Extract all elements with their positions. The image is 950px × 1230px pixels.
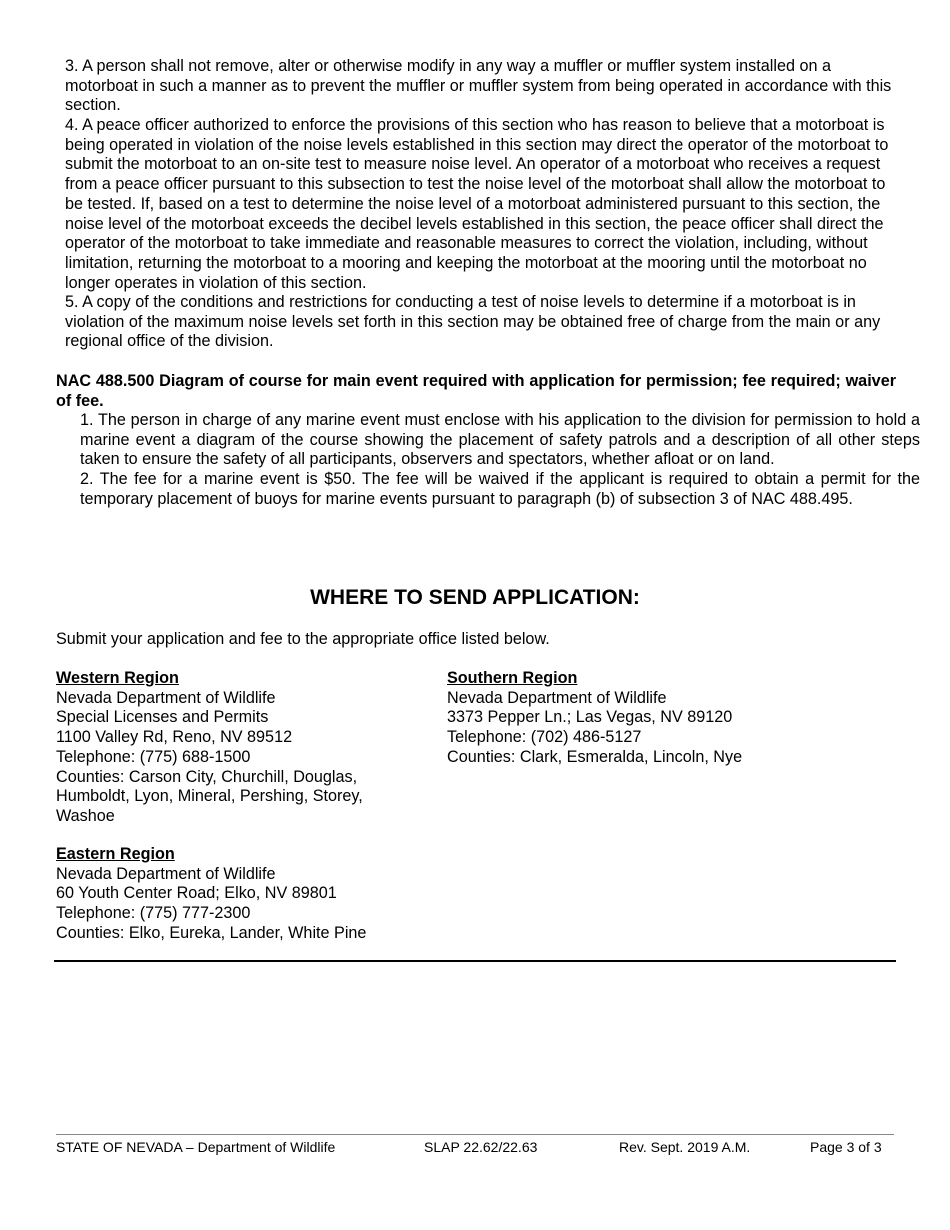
footer-divider: [56, 1134, 894, 1135]
item-4-paragraph: 4. A peace officer authorized to enforce the provisions of this section who has reason to believe that a motorboat is being operated in violation of the noise levels established in this section may direct the operator of the motorboat to submit the motorboat to an on-site test to measure noise level. An operator of a motorboat who receives a request from a peace officer pursuant to this subsection to test the noise level of the motorboat shall allow the motorboat to be tested. If, based on a test to determine the noise level of a motorboat administered pursuant to this section, the noise level of the motorboat exceeds the decibel levels established in this section, the peace officer shall direct the operator of the motorboat to take immediate and reasonable measures to correct the violation, including, without limitation, returning the motorboat to a mooring and keeping the motorboat at the mooring until the motorboat no longer operates in violation of this section.: [65, 116, 889, 292]
western-line-2: Special Licenses and Permits: [56, 708, 269, 727]
item-3-paragraph: 3. A person shall not remove, alter or otherwise modify in any way a muffler or muffler system installed on a motorboat in such a manner as to prevent the muffler or muffler system from being operated in accordance with this section.: [65, 57, 892, 115]
eastern-line-2: 60 Youth Center Road; Elko, NV 89801: [56, 884, 337, 903]
southern-line-2: 3373 Pepper Ln.; Las Vegas, NV 89120: [447, 708, 733, 727]
eastern-line-1: Nevada Department of Wildlife: [56, 864, 276, 883]
nac-item-1-paragraph: 1. The person in charge of any marine event must enclose with his application to the division for permission to hold a marine event a diagram of the course showing the placement of safety patrols and a description of all other steps taken to ensure the safety of all participants, observers and spectators, whether afloat or on land.: [80, 411, 920, 469]
nac-488-500-title: NAC 488.500 Diagram of course for main event required with application for permission; fee required; waiver of fee.: [56, 372, 896, 410]
western-region-block: [56, 669, 363, 827]
footer-agency: STATE OF NEVADA – Department of Wildlife: [56, 1139, 336, 1155]
western-region-name: Western Region: [56, 669, 179, 687]
western-counties-3: Washoe: [56, 806, 115, 825]
nac-item-2-paragraph: 2. The fee for a marine event is $50. The fee will be waived if the applicant is required to obtain a permit for the temporary placement of buoys for marine events pursuant to paragraph (b) of subsection 3 of NAC 488.495.: [80, 470, 920, 508]
footer-form-number: SLAP 22.62/22.63: [424, 1139, 538, 1155]
southern-region-name: Southern Region: [447, 669, 578, 687]
section-divider: [54, 960, 896, 962]
item-5-paragraph: 5. A copy of the conditions and restrictions for conducting a test of noise levels to determine if a motorboat is in violation of the maximum noise levels set forth in this section may be obtained free of charge from the main or any regional office of the division.: [65, 293, 881, 351]
where-to-send-heading: WHERE TO SEND APPLICATION:: [310, 586, 640, 609]
eastern-telephone: Telephone: (775) 777-2300: [56, 904, 251, 923]
southern-region-block: [447, 669, 742, 768]
western-line-1: Nevada Department of Wildlife: [56, 688, 276, 707]
southern-counties: Counties: Clark, Esmeralda, Lincoln, Nye: [447, 747, 743, 766]
southern-line-1: Nevada Department of Wildlife: [447, 688, 667, 707]
footer-revision: Rev. Sept. 2019 A.M.: [619, 1139, 751, 1155]
western-line-3: 1100 Valley Rd, Reno, NV 89512: [56, 728, 293, 747]
eastern-region-name: Eastern Region: [56, 845, 175, 863]
western-counties-2: Humboldt, Lyon, Mineral, Pershing, Storey,: [56, 787, 363, 806]
footer-page-number: Page 3 of 3: [810, 1139, 882, 1155]
submit-intro: Submit your application and fee to the appropriate office listed below.: [56, 630, 550, 648]
western-telephone: Telephone: (775) 688-1500: [56, 747, 251, 766]
southern-telephone: Telephone: (702) 486-5127: [447, 728, 642, 747]
western-counties-1: Counties: Carson City, Churchill, Douglas,: [56, 767, 358, 786]
eastern-region-block: [56, 845, 366, 944]
eastern-counties: Counties: Elko, Eureka, Lander, White Pine: [56, 923, 367, 942]
